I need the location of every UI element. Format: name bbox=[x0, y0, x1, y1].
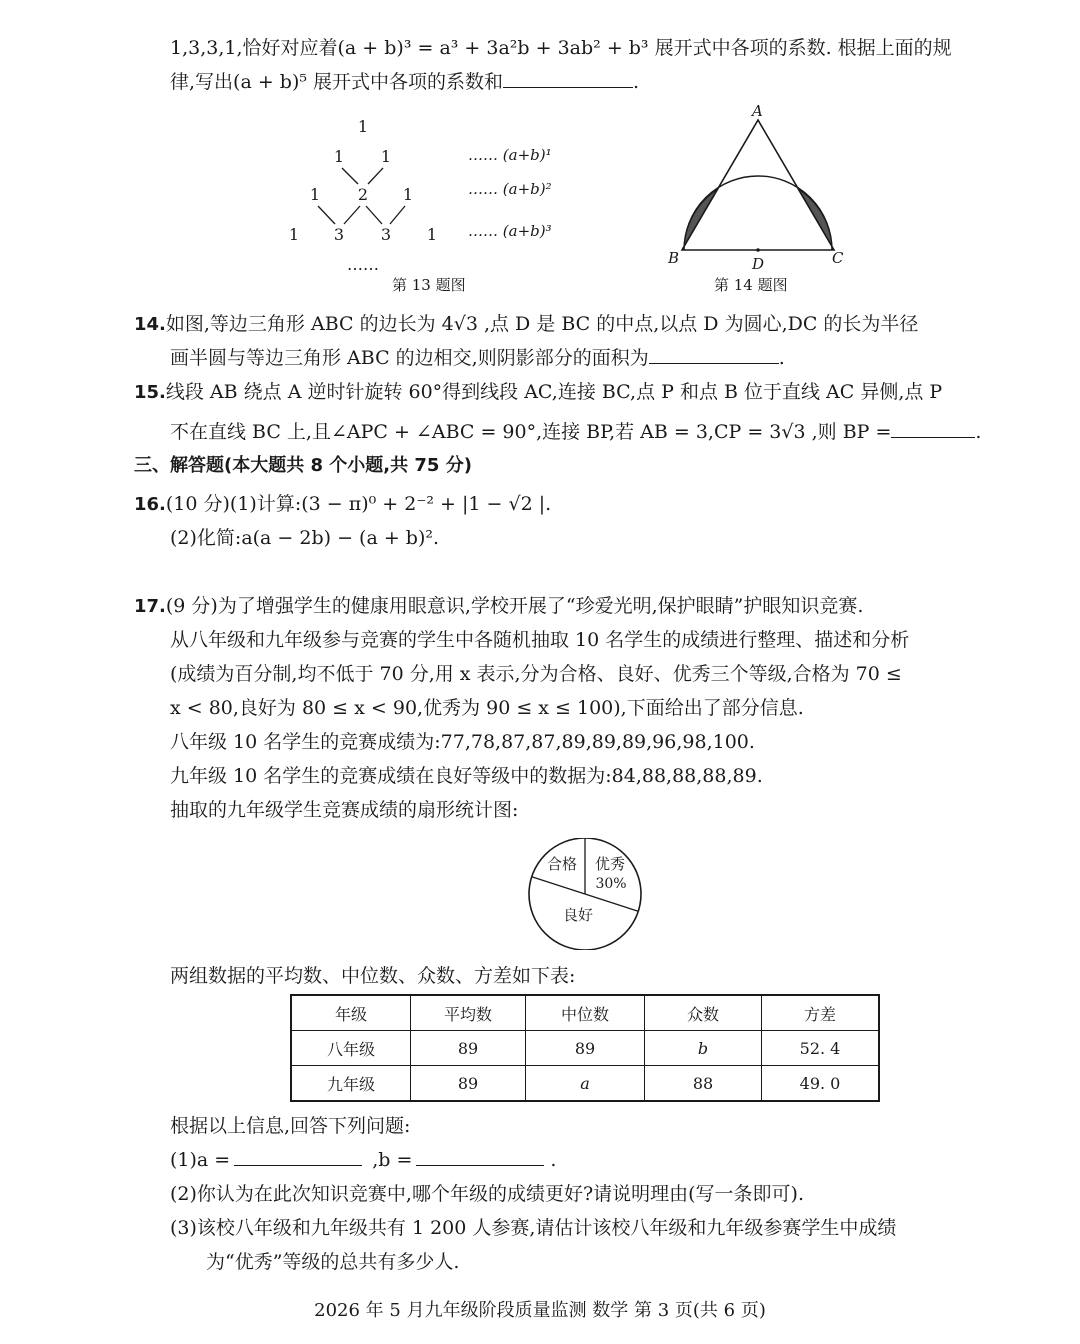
q17-sub1-end: . bbox=[550, 1149, 557, 1171]
table-row bbox=[291, 1066, 879, 1102]
q16-text-line2: (2)化简:a(a − 2b) − (a + b)². bbox=[170, 527, 440, 549]
q15-text-line2 bbox=[170, 418, 981, 446]
q17-b-answer-blank[interactable] bbox=[416, 1147, 544, 1166]
q14-line2-post: . bbox=[778, 347, 785, 369]
pie-chart bbox=[520, 838, 650, 950]
q13-text-line2-pre: 律,写出(a + b)⁵ 展开式中各项的系数和 bbox=[170, 71, 504, 93]
q13-text-line2-post: . bbox=[633, 71, 640, 93]
table-header-cell: 方差 bbox=[762, 995, 880, 1031]
pascal-row2-2: 1 bbox=[402, 185, 414, 204]
table-header-cell: 年级 bbox=[291, 995, 411, 1031]
table-cell: 89 bbox=[411, 1031, 526, 1066]
pascal-label-3: …… (a+b)³ bbox=[468, 222, 552, 240]
q17-text-line5: 八年级 10 名学生的竞赛成绩为:77,78,87,87,89,89,89,96,98,100. bbox=[170, 731, 755, 753]
table-header-cell: 众数 bbox=[645, 995, 762, 1031]
q14-answer-blank[interactable] bbox=[649, 345, 779, 364]
pie-label-hege: 合格 bbox=[546, 855, 578, 873]
triangle-semicircle-figure bbox=[660, 100, 860, 275]
q17-number: 17. bbox=[134, 596, 166, 617]
pascal-row3-2: 3 bbox=[380, 225, 392, 244]
q17-a-answer-blank[interactable] bbox=[234, 1147, 362, 1166]
pascal-row3-0: 1 bbox=[288, 225, 300, 244]
q14-number: 14. bbox=[134, 314, 166, 335]
q14-text-line2 bbox=[170, 344, 785, 372]
q17-sub1-b-label: ,b = bbox=[372, 1149, 413, 1171]
q15-line2-post: . bbox=[975, 421, 982, 443]
q14-line1-text: 如图,等边三角形 ABC 的边长为 4√3 ,点 D 是 BC 的中点,以点 D 为圆心,DC 的长为半径 bbox=[165, 313, 919, 335]
q15-line2-pre: 不在直线 BC 上,且∠APC + ∠ABC = 90°,连接 BP,若 AB = 3,CP = 3√3 ,则 BP = bbox=[170, 421, 892, 443]
pascal-label-1: …… (a+b)¹ bbox=[468, 146, 552, 164]
label-d: D bbox=[752, 255, 765, 273]
label-b: B bbox=[668, 249, 680, 267]
table-header-cell: 中位数 bbox=[526, 995, 645, 1031]
answer-intro: 根据以上信息,回答下列问题: bbox=[170, 1115, 411, 1137]
q17-sub1-a-label: (1)a = bbox=[170, 1149, 231, 1171]
table-header-row bbox=[291, 995, 879, 1031]
pie-label-youxiu-percent: 30% bbox=[595, 876, 627, 892]
q17-sub3-line2: 为“优秀”等级的总共有多少人. bbox=[206, 1251, 460, 1273]
q16-text-line1 bbox=[134, 490, 551, 519]
pascal-row1-0: 1 bbox=[333, 147, 345, 166]
pascal-row3-3: 1 bbox=[426, 225, 438, 244]
table-cell: 89 bbox=[411, 1066, 526, 1102]
table-cell: 88 bbox=[645, 1066, 762, 1102]
q16-number: 16. bbox=[134, 494, 166, 515]
q17-sub1 bbox=[170, 1146, 556, 1174]
q17-text-line1 bbox=[134, 592, 863, 621]
table-cell: 52. 4 bbox=[762, 1031, 880, 1066]
section-3-heading: 三、解答题(本大题共 8 个小题,共 75 分) bbox=[134, 455, 472, 476]
table-cell: b bbox=[645, 1031, 762, 1066]
q17-text-line3: (成绩为百分制,均不低于 70 分,用 x 表示,分为合格、良好、优秀三个等级,合格为 70 ≤ bbox=[170, 663, 902, 685]
label-c: C bbox=[832, 249, 844, 267]
table-cell: 89 bbox=[526, 1031, 645, 1066]
q17-sub3-line1: (3)该校八年级和九年级共有 1 200 人参赛,请估计该校八年级和九年级参赛学生中成绩 bbox=[170, 1217, 897, 1239]
label-a: A bbox=[752, 102, 763, 120]
pascal-row2-1: 2 bbox=[357, 185, 369, 204]
pie-label-youxiu: 优秀 bbox=[594, 855, 626, 873]
semicircle-arc bbox=[684, 176, 832, 250]
q14-line2-pre: 画半圆与等边三角形 ABC 的边相交,则阴影部分的面积为 bbox=[170, 347, 649, 369]
table-cell: 九年级 bbox=[291, 1066, 411, 1102]
table-cell: 八年级 bbox=[291, 1031, 411, 1066]
q15-answer-blank[interactable] bbox=[891, 419, 975, 438]
page-footer: 2026 年 5 月九年级阶段质量监测 数学 第 3 页(共 6 页) bbox=[314, 1300, 766, 1321]
pie-label-lianghao: 良好 bbox=[562, 906, 594, 924]
point-d-dot bbox=[756, 248, 760, 252]
pascal-row2-0: 1 bbox=[309, 185, 321, 204]
q16-line1-text: (10 分)(1)计算:(3 − π)⁰ + 2⁻² + |1 − √2 |. bbox=[165, 493, 552, 515]
q17-text-line6: 九年级 10 名学生的竞赛成绩在良好等级中的数据为:84,88,88,88,89. bbox=[170, 765, 763, 787]
q15-text-line1 bbox=[134, 378, 942, 407]
pascal-row1-1: 1 bbox=[380, 147, 392, 166]
table-cell: a bbox=[526, 1066, 645, 1102]
q15-number: 15. bbox=[134, 382, 166, 403]
pascal-triangle-figure bbox=[280, 110, 600, 280]
table-intro: 两组数据的平均数、中位数、众数、方差如下表: bbox=[170, 965, 576, 987]
q17-text-line4: x < 80,良好为 80 ≤ x < 90,优秀为 90 ≤ x ≤ 100),下面给出了部分信息. bbox=[170, 697, 804, 719]
table-row bbox=[291, 1031, 879, 1066]
q17-text-line7: 抽取的九年级学生竞赛成绩的扇形统计图: bbox=[170, 799, 519, 821]
table-header-cell: 平均数 bbox=[411, 995, 526, 1031]
table-cell: 49. 0 bbox=[762, 1066, 880, 1102]
q17-line1-text: (9 分)为了增强学生的健康用眼意识,学校开展了“珍爱光明,保护眼睛”护眼知识竞赛. bbox=[165, 595, 864, 617]
equilateral-triangle bbox=[682, 120, 834, 250]
q17-sub2: (2)你认为在此次知识竞赛中,哪个年级的成绩更好?请说明理由(写一条即可). bbox=[170, 1183, 805, 1205]
pascal-more-dots: …… bbox=[347, 255, 379, 274]
q13-figure-caption: 第 13 题图 bbox=[392, 276, 466, 294]
q17-text-line2: 从八年级和九年级参与竞赛的学生中各随机抽取 10 名学生的成绩进行整理、描述和分析 bbox=[170, 629, 910, 651]
pascal-row0-0: 1 bbox=[357, 117, 369, 136]
q13-text-line2 bbox=[170, 68, 639, 96]
stats-table bbox=[290, 994, 880, 1102]
pascal-row3-1: 3 bbox=[333, 225, 345, 244]
q14-text-line1 bbox=[134, 310, 918, 339]
q14-figure-caption: 第 14 题图 bbox=[714, 276, 788, 294]
q15-line1-text: 线段 AB 绕点 A 逆时针旋转 60°得到线段 AC,连接 BC,点 P 和点 B 位于直线 AC 异侧,点 P bbox=[165, 381, 943, 403]
q13-text-line1: 1,3,3,1,恰好对应着(a + b)³ = a³ + 3a²b + 3ab² + b³ 展开式中各项的系数. 根据上面的规 bbox=[170, 37, 952, 59]
q13-answer-blank[interactable] bbox=[503, 69, 633, 88]
pascal-label-2: …… (a+b)² bbox=[468, 180, 552, 198]
